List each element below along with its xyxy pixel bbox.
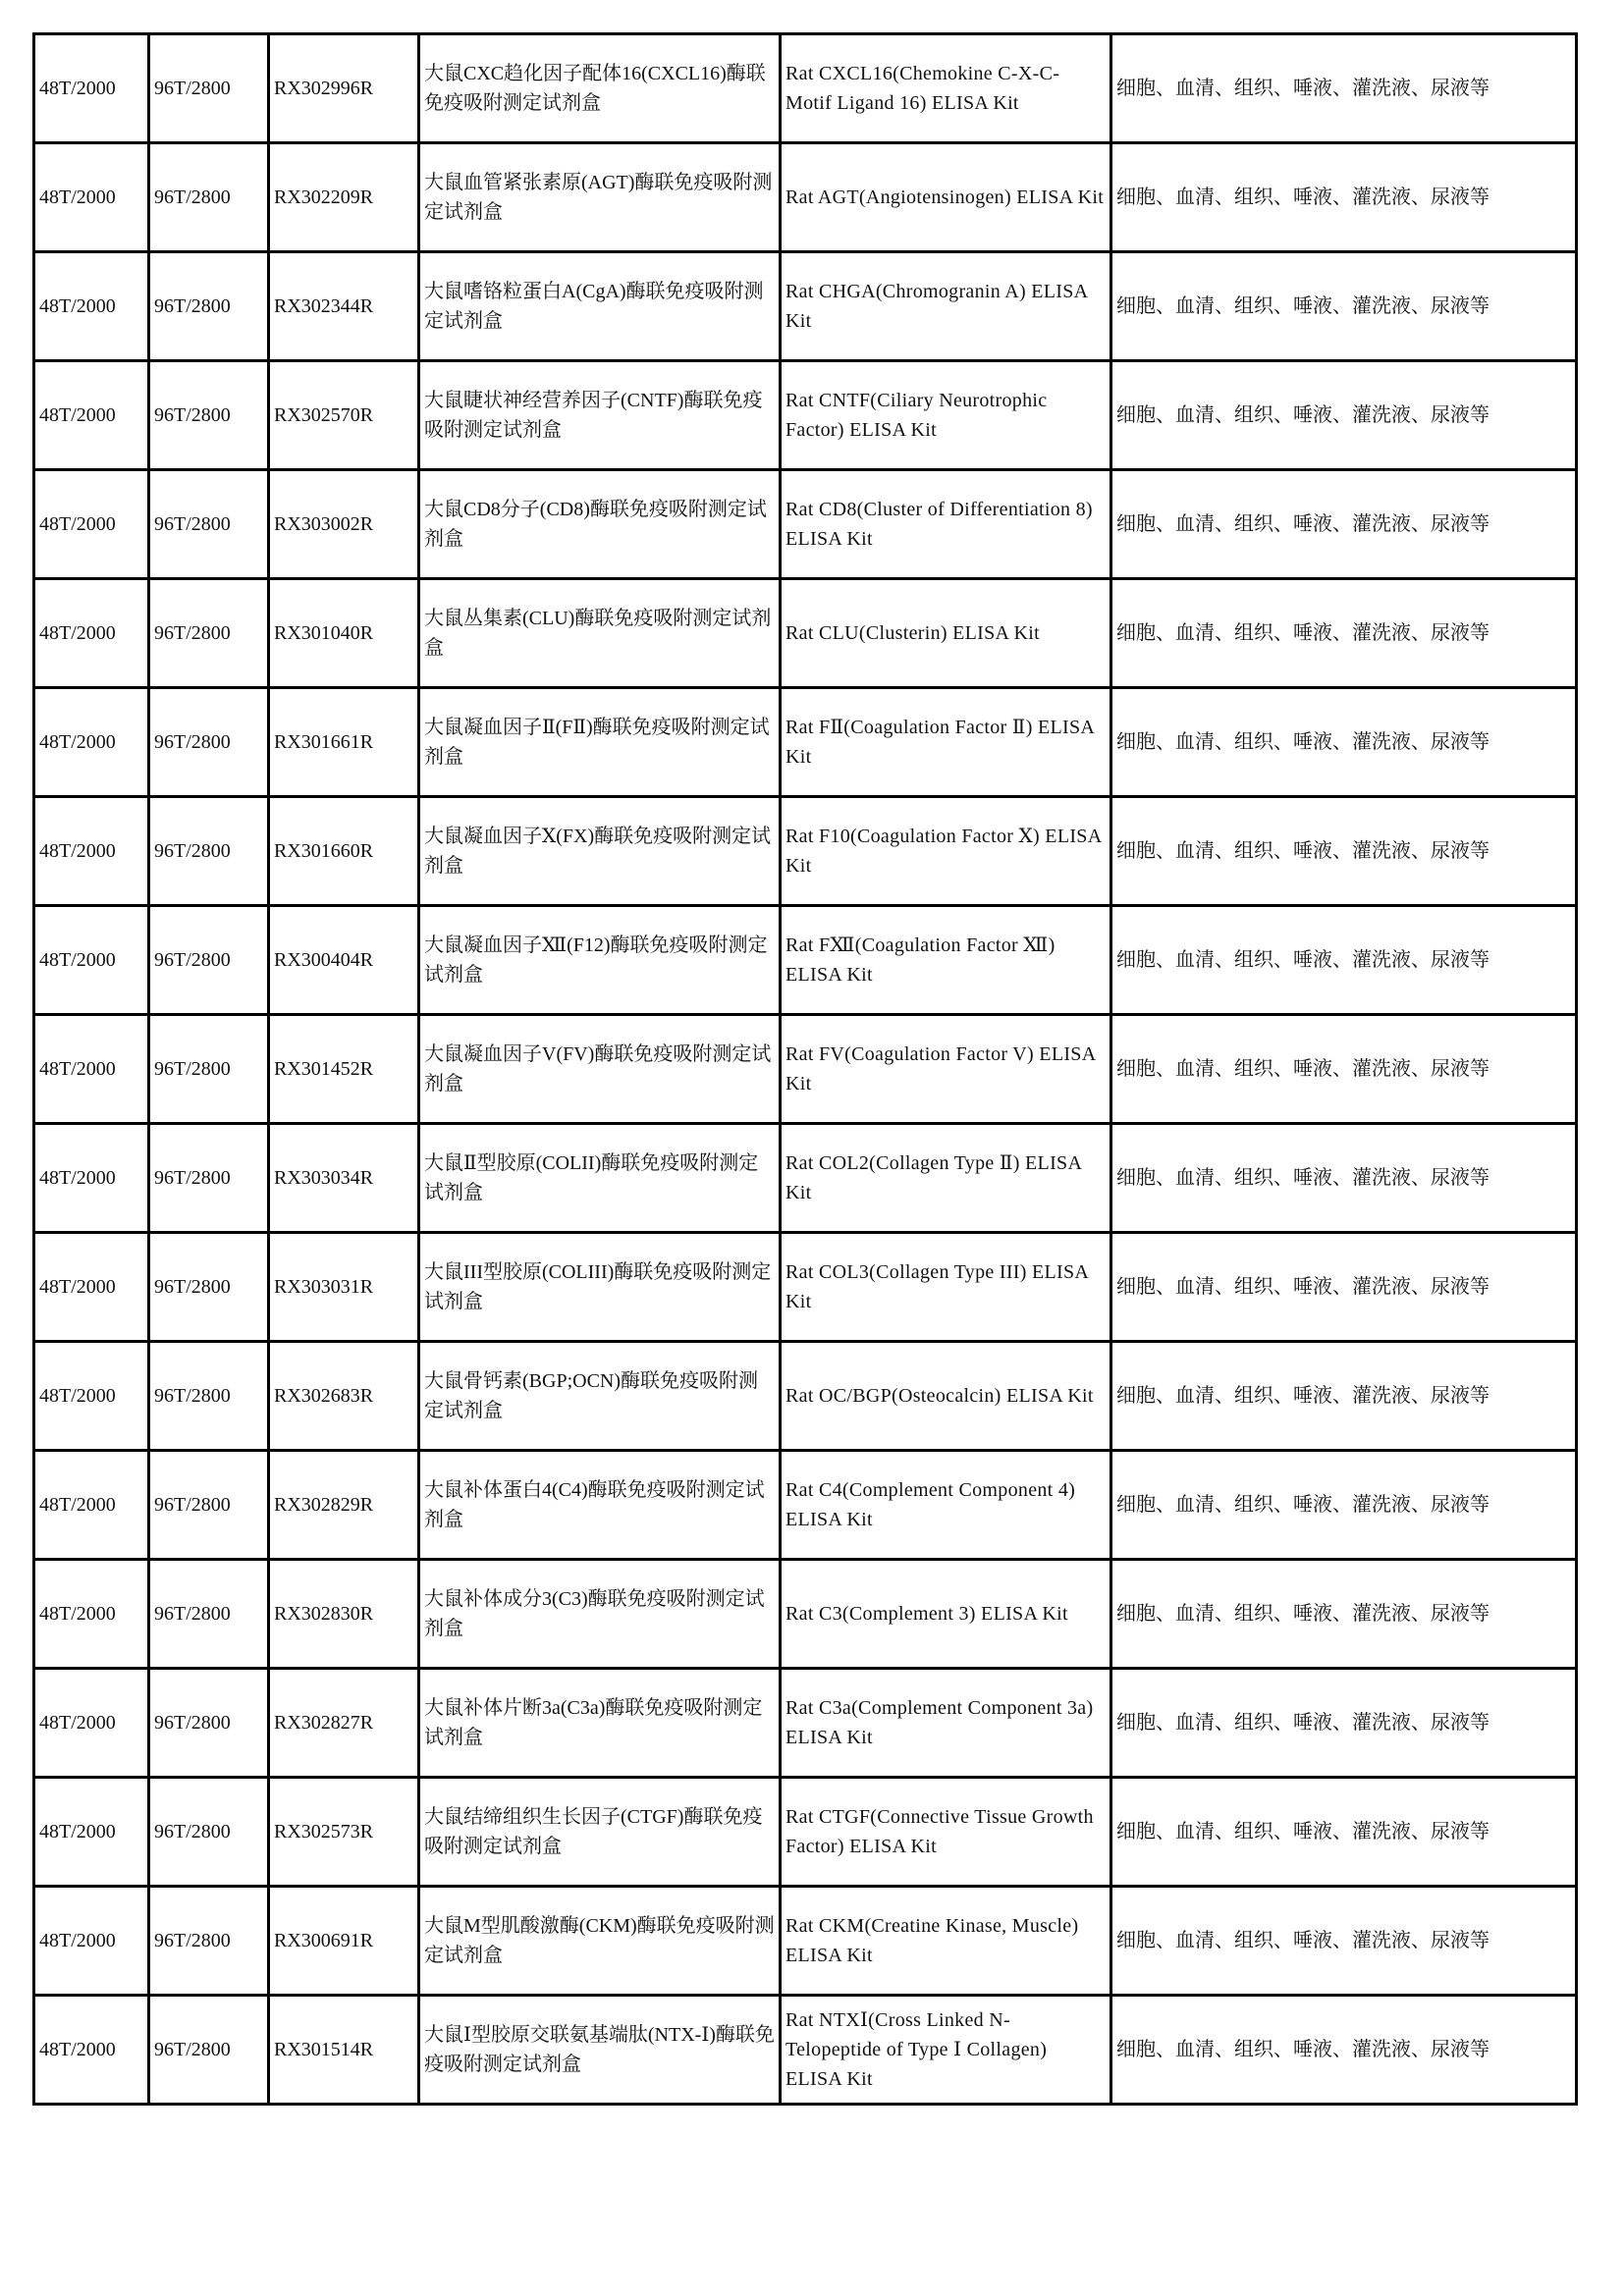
table-row	[34, 797, 1577, 906]
product-name-english: Rat CNTF(Ciliary Neurotrophic Factor) ELISA Kit	[781, 361, 1111, 470]
small-pack-price: 48T/2000	[34, 252, 149, 361]
table-row	[34, 579, 1577, 688]
product-name-english: Rat NTXⅠ(Cross Linked N-Telopeptide of Type Ⅰ Collagen) ELISA Kit	[781, 1996, 1111, 2105]
sample-types: 细胞、血清、组织、唾液、灌洗液、尿液等	[1111, 143, 1577, 252]
large-pack-price: 96T/2800	[149, 1342, 269, 1451]
product-name-english: Rat COL2(Collagen Type Ⅱ) ELISA Kit	[781, 1124, 1111, 1233]
sample-types: 细胞、血清、组织、唾液、灌洗液、尿液等	[1111, 361, 1577, 470]
large-pack-price: 96T/2800	[149, 797, 269, 906]
sample-types: 细胞、血清、组织、唾液、灌洗液、尿液等	[1111, 1887, 1577, 1996]
sample-types: 细胞、血清、组织、唾液、灌洗液、尿液等	[1111, 1124, 1577, 1233]
product-name-english: Rat AGT(Angiotensinogen) ELISA Kit	[781, 143, 1111, 252]
catalog-number: RX301452R	[269, 1015, 419, 1124]
product-name-english: Rat CHGA(Chromogranin A) ELISA Kit	[781, 252, 1111, 361]
sample-types: 细胞、血清、组织、唾液、灌洗液、尿液等	[1111, 1560, 1577, 1669]
sample-types: 细胞、血清、组织、唾液、灌洗液、尿液等	[1111, 1996, 1577, 2105]
table-row	[34, 1342, 1577, 1451]
table-row	[34, 143, 1577, 252]
small-pack-price: 48T/2000	[34, 361, 149, 470]
product-name-chinese: 大鼠补体片断3a(C3a)酶联免疫吸附测定试剂盒	[419, 1669, 781, 1778]
table-row	[34, 1887, 1577, 1996]
product-name-english: Rat OC/BGP(Osteocalcin) ELISA Kit	[781, 1342, 1111, 1451]
product-name-chinese: 大鼠凝血因子Ⅹ(FX)酶联免疫吸附测定试剂盒	[419, 797, 781, 906]
product-name-chinese: 大鼠M型肌酸激酶(CKM)酶联免疫吸附测定试剂盒	[419, 1887, 781, 1996]
small-pack-price: 48T/2000	[34, 1342, 149, 1451]
catalog-number: RX301660R	[269, 797, 419, 906]
small-pack-price: 48T/2000	[34, 470, 149, 579]
product-name-chinese: 大鼠补体成分3(C3)酶联免疫吸附测定试剂盒	[419, 1560, 781, 1669]
product-name-english: Rat CTGF(Connective Tissue Growth Factor) ELISA Kit	[781, 1778, 1111, 1887]
table-row	[34, 1669, 1577, 1778]
sample-types: 细胞、血清、组织、唾液、灌洗液、尿液等	[1111, 252, 1577, 361]
product-name-english: Rat C4(Complement Component 4) ELISA Kit	[781, 1451, 1111, 1560]
sample-types: 细胞、血清、组织、唾液、灌洗液、尿液等	[1111, 34, 1577, 143]
product-name-english: Rat C3a(Complement Component 3a) ELISA Kit	[781, 1669, 1111, 1778]
table-row	[34, 1233, 1577, 1342]
product-name-english: Rat F10(Coagulation Factor Ⅹ) ELISA Kit	[781, 797, 1111, 906]
large-pack-price: 96T/2800	[149, 579, 269, 688]
product-name-english: Rat COL3(Collagen Type III) ELISA Kit	[781, 1233, 1111, 1342]
large-pack-price: 96T/2800	[149, 470, 269, 579]
large-pack-price: 96T/2800	[149, 1996, 269, 2105]
table-body	[34, 34, 1577, 2105]
product-name-english: Rat CLU(Clusterin) ELISA Kit	[781, 579, 1111, 688]
catalog-number: RX302570R	[269, 361, 419, 470]
large-pack-price: 96T/2800	[149, 1669, 269, 1778]
small-pack-price: 48T/2000	[34, 797, 149, 906]
small-pack-price: 48T/2000	[34, 906, 149, 1015]
table-row	[34, 1996, 1577, 2105]
product-name-chinese: 大鼠血管紧张素原(AGT)酶联免疫吸附测定试剂盒	[419, 143, 781, 252]
product-name-chinese: 大鼠凝血因子Ⅱ(FⅡ)酶联免疫吸附测定试剂盒	[419, 688, 781, 797]
product-name-english: Rat C3(Complement 3) ELISA Kit	[781, 1560, 1111, 1669]
table-row	[34, 1124, 1577, 1233]
product-name-english: Rat FⅡ(Coagulation Factor Ⅱ) ELISA Kit	[781, 688, 1111, 797]
sample-types: 细胞、血清、组织、唾液、灌洗液、尿液等	[1111, 797, 1577, 906]
catalog-number: RX302829R	[269, 1451, 419, 1560]
large-pack-price: 96T/2800	[149, 34, 269, 143]
catalog-number: RX301661R	[269, 688, 419, 797]
small-pack-price: 48T/2000	[34, 34, 149, 143]
sample-types: 细胞、血清、组织、唾液、灌洗液、尿液等	[1111, 470, 1577, 579]
product-name-english: Rat FⅫ(Coagulation Factor Ⅻ) ELISA Kit	[781, 906, 1111, 1015]
large-pack-price: 96T/2800	[149, 1778, 269, 1887]
catalog-number: RX302573R	[269, 1778, 419, 1887]
sample-types: 细胞、血清、组织、唾液、灌洗液、尿液等	[1111, 1015, 1577, 1124]
sample-types: 细胞、血清、组织、唾液、灌洗液、尿液等	[1111, 1778, 1577, 1887]
table-row	[34, 1015, 1577, 1124]
product-name-chinese: 大鼠III型胶原(COLIII)酶联免疫吸附测定试剂盒	[419, 1233, 781, 1342]
product-name-english: Rat FV(Coagulation Factor V) ELISA Kit	[781, 1015, 1111, 1124]
elisa-kit-table	[32, 32, 1578, 2106]
product-name-chinese: 大鼠补体蛋白4(C4)酶联免疫吸附测定试剂盒	[419, 1451, 781, 1560]
catalog-number: RX303034R	[269, 1124, 419, 1233]
table-row	[34, 688, 1577, 797]
large-pack-price: 96T/2800	[149, 1233, 269, 1342]
small-pack-price: 48T/2000	[34, 1124, 149, 1233]
large-pack-price: 96T/2800	[149, 688, 269, 797]
small-pack-price: 48T/2000	[34, 1451, 149, 1560]
large-pack-price: 96T/2800	[149, 1560, 269, 1669]
sample-types: 细胞、血清、组织、唾液、灌洗液、尿液等	[1111, 1233, 1577, 1342]
product-name-chinese: 大鼠凝血因子Ⅻ(F12)酶联免疫吸附测定试剂盒	[419, 906, 781, 1015]
catalog-number: RX302344R	[269, 252, 419, 361]
catalog-number: RX303031R	[269, 1233, 419, 1342]
table-row	[34, 906, 1577, 1015]
catalog-number: RX301040R	[269, 579, 419, 688]
table-row	[34, 1451, 1577, 1560]
product-name-chinese: 大鼠凝血因子V(FV)酶联免疫吸附测定试剂盒	[419, 1015, 781, 1124]
sample-types: 细胞、血清、组织、唾液、灌洗液、尿液等	[1111, 1669, 1577, 1778]
large-pack-price: 96T/2800	[149, 906, 269, 1015]
product-name-chinese: 大鼠CD8分子(CD8)酶联免疫吸附测定试剂盒	[419, 470, 781, 579]
table-row	[34, 361, 1577, 470]
catalog-number: RX302209R	[269, 143, 419, 252]
large-pack-price: 96T/2800	[149, 1124, 269, 1233]
product-name-chinese: 大鼠骨钙素(BGP;OCN)酶联免疫吸附测定试剂盒	[419, 1342, 781, 1451]
catalog-number: RX301514R	[269, 1996, 419, 2105]
large-pack-price: 96T/2800	[149, 1451, 269, 1560]
large-pack-price: 96T/2800	[149, 1887, 269, 1996]
table-row	[34, 1560, 1577, 1669]
document-page	[32, 32, 1578, 2106]
product-name-chinese: 大鼠丛集素(CLU)酶联免疫吸附测定试剂盒	[419, 579, 781, 688]
small-pack-price: 48T/2000	[34, 1887, 149, 1996]
catalog-number: RX300691R	[269, 1887, 419, 1996]
product-name-english: Rat CXCL16(Chemokine C-X-C-Motif Ligand 16) ELISA Kit	[781, 34, 1111, 143]
large-pack-price: 96T/2800	[149, 1015, 269, 1124]
product-name-chinese: 大鼠CXC趋化因子配体16(CXCL16)酶联免疫吸附测定试剂盒	[419, 34, 781, 143]
small-pack-price: 48T/2000	[34, 1560, 149, 1669]
large-pack-price: 96T/2800	[149, 252, 269, 361]
catalog-number: RX300404R	[269, 906, 419, 1015]
catalog-number: RX302830R	[269, 1560, 419, 1669]
sample-types: 细胞、血清、组织、唾液、灌洗液、尿液等	[1111, 906, 1577, 1015]
small-pack-price: 48T/2000	[34, 1233, 149, 1342]
sample-types: 细胞、血清、组织、唾液、灌洗液、尿液等	[1111, 688, 1577, 797]
table-row	[34, 470, 1577, 579]
table-row	[34, 1778, 1577, 1887]
product-name-chinese: 大鼠结缔组织生长因子(CTGF)酶联免疫吸附测定试剂盒	[419, 1778, 781, 1887]
catalog-number: RX302996R	[269, 34, 419, 143]
product-name-english: Rat CKM(Creatine Kinase, Muscle) ELISA Kit	[781, 1887, 1111, 1996]
product-name-english: Rat CD8(Cluster of Differentiation 8) ELISA Kit	[781, 470, 1111, 579]
large-pack-price: 96T/2800	[149, 143, 269, 252]
small-pack-price: 48T/2000	[34, 688, 149, 797]
table-row	[34, 34, 1577, 143]
large-pack-price: 96T/2800	[149, 361, 269, 470]
catalog-number: RX302827R	[269, 1669, 419, 1778]
small-pack-price: 48T/2000	[34, 1778, 149, 1887]
product-name-chinese: 大鼠睫状神经营养因子(CNTF)酶联免疫吸附测定试剂盒	[419, 361, 781, 470]
small-pack-price: 48T/2000	[34, 579, 149, 688]
sample-types: 细胞、血清、组织、唾液、灌洗液、尿液等	[1111, 1342, 1577, 1451]
sample-types: 细胞、血清、组织、唾液、灌洗液、尿液等	[1111, 1451, 1577, 1560]
small-pack-price: 48T/2000	[34, 1015, 149, 1124]
table-row	[34, 252, 1577, 361]
product-name-chinese: 大鼠Ⅱ型胶原(COLII)酶联免疫吸附测定试剂盒	[419, 1124, 781, 1233]
catalog-number: RX302683R	[269, 1342, 419, 1451]
small-pack-price: 48T/2000	[34, 1669, 149, 1778]
sample-types: 细胞、血清、组织、唾液、灌洗液、尿液等	[1111, 579, 1577, 688]
catalog-number: RX303002R	[269, 470, 419, 579]
product-name-chinese: 大鼠Ⅰ型胶原交联氨基端肽(NTX-Ⅰ)酶联免疫吸附测定试剂盒	[419, 1996, 781, 2105]
small-pack-price: 48T/2000	[34, 143, 149, 252]
small-pack-price: 48T/2000	[34, 1996, 149, 2105]
product-name-chinese: 大鼠嗜铬粒蛋白A(CgA)酶联免疫吸附测定试剂盒	[419, 252, 781, 361]
